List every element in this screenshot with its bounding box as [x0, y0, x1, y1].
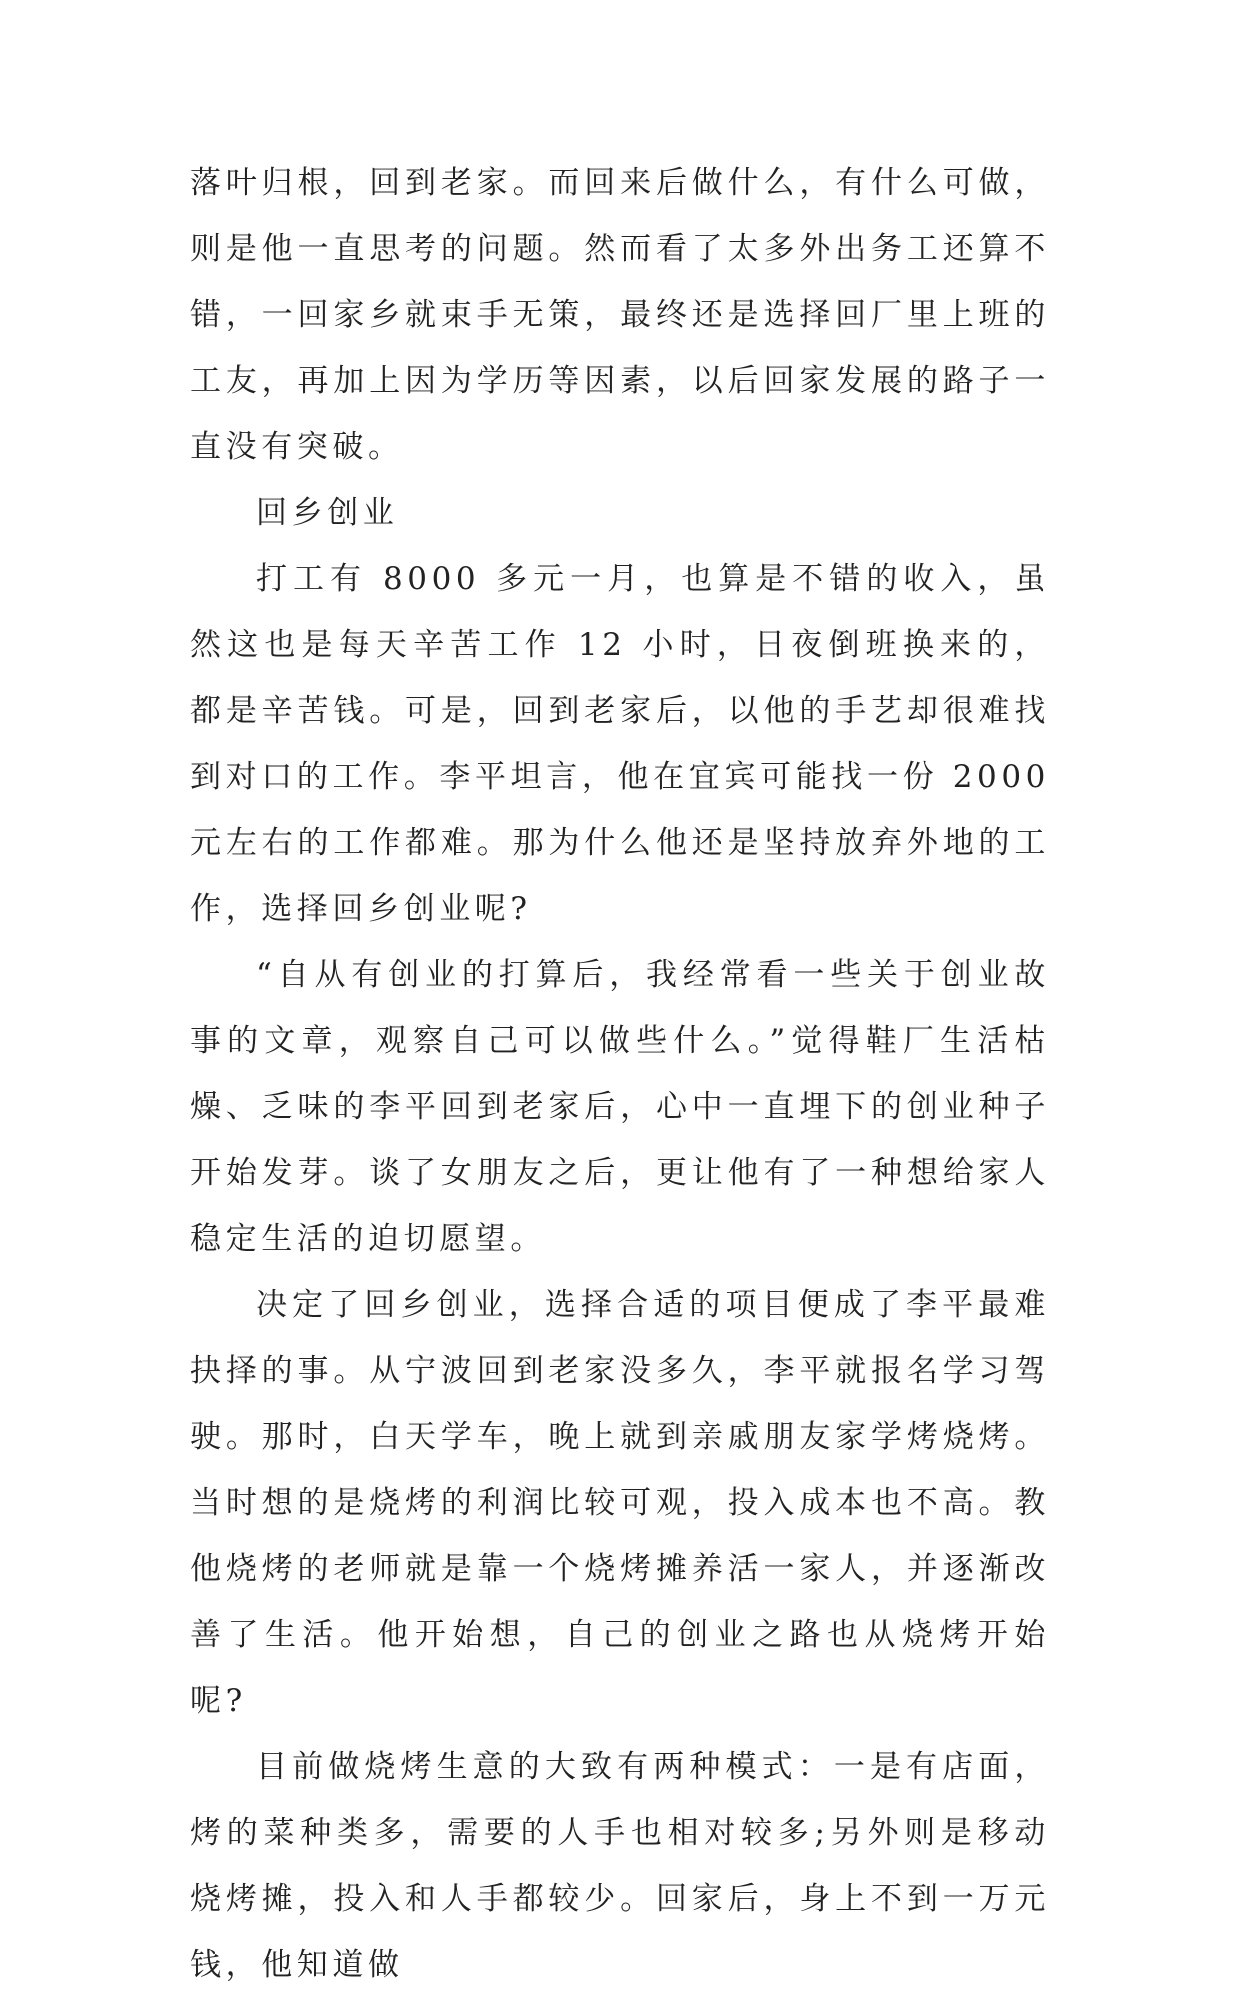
- section-heading: 回乡创业: [256, 495, 399, 531]
- paragraph: 目前做烧烤生意的大致有两种模式：一是有店面，烤的菜种类多，需要的人手也相对较多;另外则是移动烧烤摊，投入和人手都较少。回家后，身上不到一万元钱，他知道做: [190, 1749, 1050, 1983]
- paragraph: 打工有 8000 多元一月，也算是不错的收入，虽然这也是每天辛苦工作 12 小时，日夜倒班换来的，都是辛苦钱。可是，回到老家后，以他的手艺却很难找到对口的工作。李平坦言，他在宜宾可能找一份 2000 元左右的工作都难。那为什么他还是坚持放弃外地的工作，选择回乡创业呢?: [190, 561, 1050, 927]
- paragraph: 决定了回乡创业，选择合适的项目便成了李平最难抉择的事。从宁波回到老家没多久，李平就报名学习驾驶。那时，白天学车，晚上就到亲戚朋友家学烤烧烤。当时想的是烧烤的利润比较可观，投入成本也不高。教他烧烤的老师就是靠一个烧烤摊养活一家人，并逐渐改善了生活。他开始想，自己的创业之路也从烧烤开始呢?: [190, 1287, 1050, 1719]
- document-body: [190, 150, 1050, 1998]
- paragraph: “自从有创业的打算后，我经常看一些关于创业故事的文章，观察自己可以做些什么。”觉得鞋厂生活枯燥、乏味的李平回到老家后，心中一直埋下的创业种子开始发芽。谈了女朋友之后，更让他有了一种想给家人稳定生活的迫切愿望。: [190, 957, 1050, 1257]
- paragraph-continuation: 落叶归根，回到老家。而回来后做什么，有什么可做，则是他一直思考的问题。然而看了太多外出务工还算不错，一回家乡就束手无策，最终还是选择回厂里上班的工友，再加上因为学历等因素，以后回家发展的路子一直没有突破。: [190, 165, 1050, 465]
